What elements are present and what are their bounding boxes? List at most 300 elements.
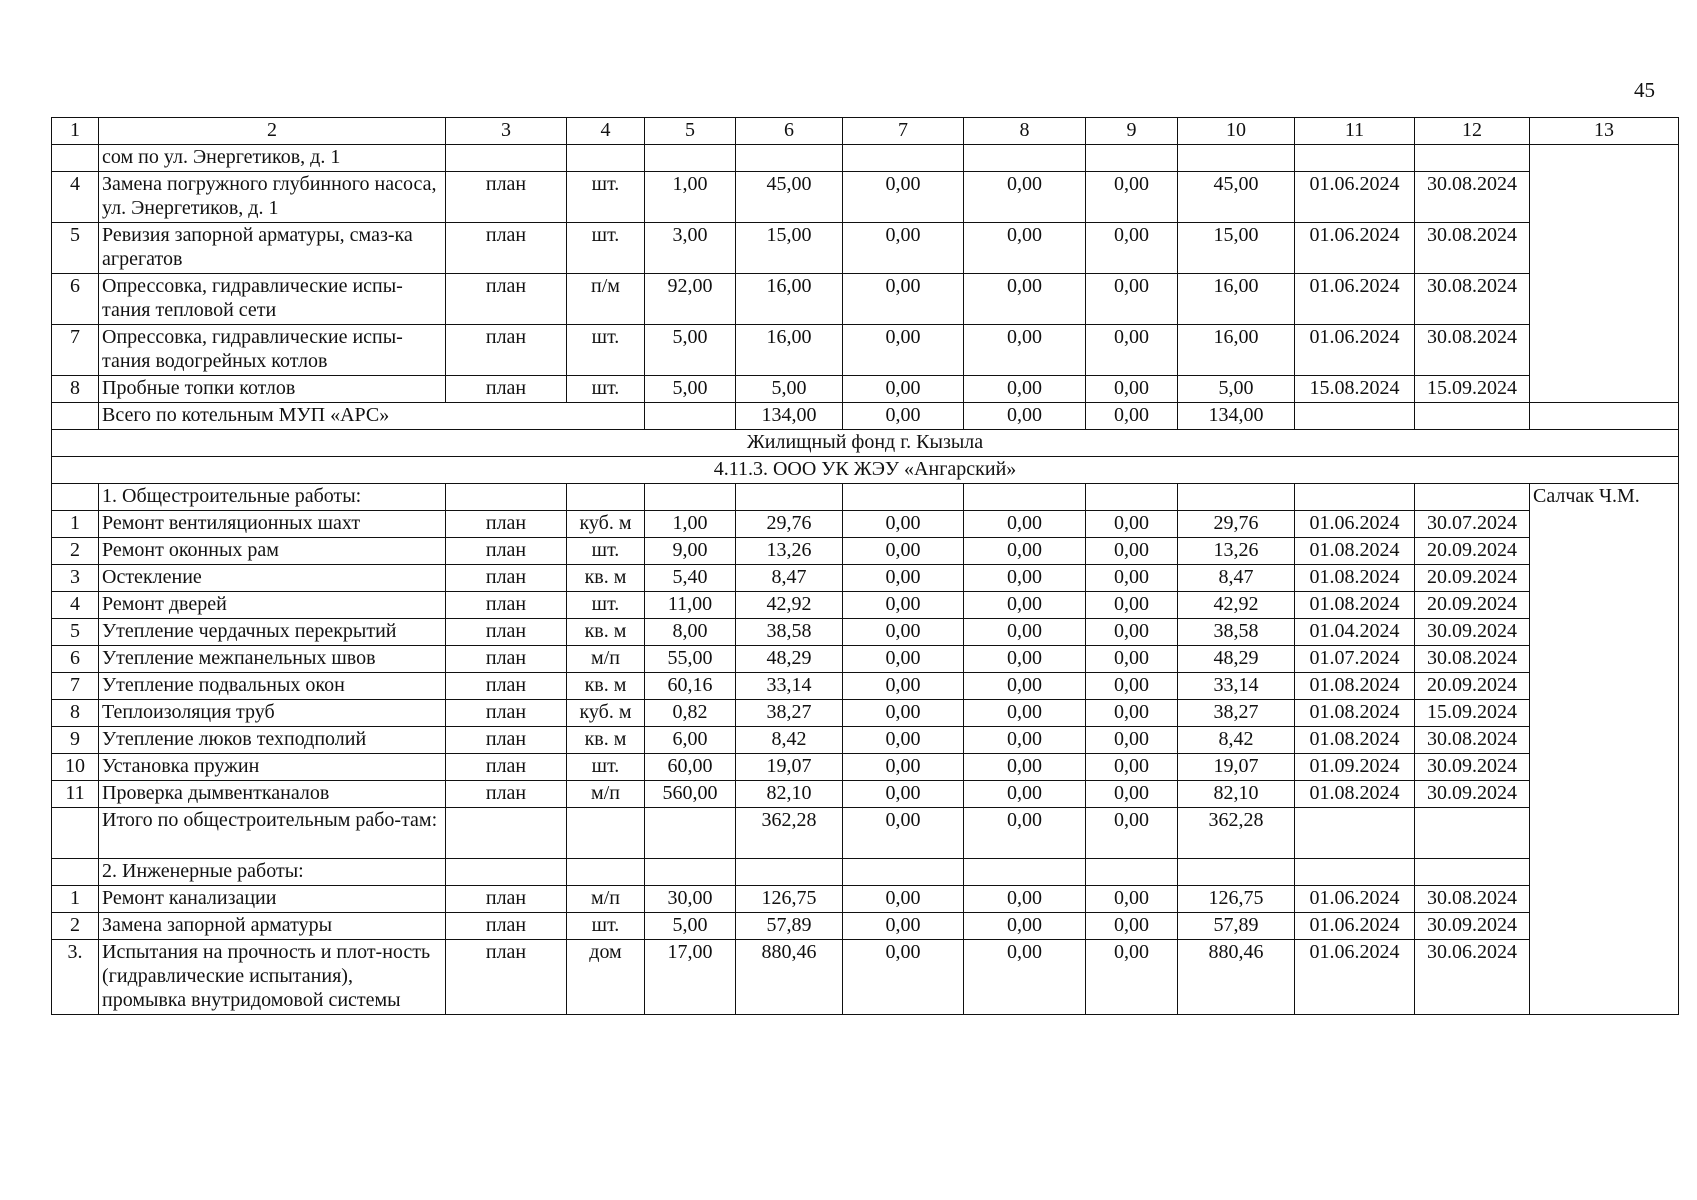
work-name: Опрессовка, гидравлические испы-тания водогрейных котлов xyxy=(99,325,446,376)
cost-col9: 0,00 xyxy=(1086,172,1178,223)
quantity: 30,00 xyxy=(645,886,736,913)
cost-total: 15,00 xyxy=(736,223,843,274)
cost-col10: 82,10 xyxy=(1178,781,1295,808)
header-cell: 7 xyxy=(843,118,964,145)
empty-cell xyxy=(1086,484,1178,511)
start-date: 01.08.2024 xyxy=(1295,592,1415,619)
quantity: 92,00 xyxy=(645,274,736,325)
cost-col9: 0,00 xyxy=(1086,754,1178,781)
row-number xyxy=(52,145,99,172)
plan-type: план xyxy=(446,619,567,646)
header-cell: 9 xyxy=(1086,118,1178,145)
responsible-person: Салчак Ч.М. xyxy=(1530,484,1679,1015)
cost-col8: 0,00 xyxy=(964,325,1086,376)
empty-cell xyxy=(446,484,567,511)
unit: шт. xyxy=(567,592,645,619)
empty-cell xyxy=(964,484,1086,511)
table-row xyxy=(52,940,1679,1015)
empty-cell xyxy=(567,859,645,886)
header-cell: 2 xyxy=(99,118,446,145)
cost-col10: 33,14 xyxy=(1178,673,1295,700)
table-body xyxy=(52,118,1679,1015)
plan-type: план xyxy=(446,538,567,565)
end-date: 20.09.2024 xyxy=(1415,673,1530,700)
cost-total: 16,00 xyxy=(736,274,843,325)
empty-cell xyxy=(1086,145,1178,172)
plan-type: план xyxy=(446,673,567,700)
empty-cell xyxy=(567,484,645,511)
cost-col10: 8,42 xyxy=(1178,727,1295,754)
plan-type: план xyxy=(446,565,567,592)
row-number: 6 xyxy=(52,646,99,673)
table-row xyxy=(52,325,1679,376)
cost-col8: 0,00 xyxy=(964,727,1086,754)
unit: шт. xyxy=(567,913,645,940)
row-number: 2 xyxy=(52,913,99,940)
end-date: 30.07.2024 xyxy=(1415,511,1530,538)
cost-col7: 0,00 xyxy=(843,325,964,376)
cost-col9: 0,00 xyxy=(1086,673,1178,700)
cost-col9: 0,00 xyxy=(1086,376,1178,403)
start-date: 01.08.2024 xyxy=(1295,565,1415,592)
unit: кв. м xyxy=(567,727,645,754)
quantity: 11,00 xyxy=(645,592,736,619)
plan-type: план xyxy=(446,727,567,754)
empty-cell xyxy=(843,145,964,172)
empty-cell xyxy=(1415,484,1530,511)
cost-col8: 0,00 xyxy=(964,700,1086,727)
plan-type: план xyxy=(446,511,567,538)
row-number: 1 xyxy=(52,511,99,538)
work-name: Ревизия запорной арматуры, смаз-ка агрегатов xyxy=(99,223,446,274)
work-name: Утепление люков техподполий xyxy=(99,727,446,754)
cost-col8: 0,00 xyxy=(964,511,1086,538)
cost-col10: 13,26 xyxy=(1178,538,1295,565)
total-row xyxy=(52,808,1679,859)
cost-total: 38,27 xyxy=(736,700,843,727)
header-cell: 10 xyxy=(1178,118,1295,145)
row-number: 8 xyxy=(52,376,99,403)
cost-col7: 0,00 xyxy=(843,172,964,223)
cost-col9: 0,00 xyxy=(1086,700,1178,727)
empty-cell xyxy=(645,403,736,430)
plan-type: план xyxy=(446,913,567,940)
end-date: 30.09.2024 xyxy=(1415,913,1530,940)
work-name: Опрессовка, гидравлические испы-тания тепловой сети xyxy=(99,274,446,325)
end-date: 30.09.2024 xyxy=(1415,781,1530,808)
quantity: 1,00 xyxy=(645,511,736,538)
plan-type: план xyxy=(446,172,567,223)
cost-col10: 42,92 xyxy=(1178,592,1295,619)
table-row xyxy=(52,619,1679,646)
cost-col7: 0,00 xyxy=(843,511,964,538)
table-row xyxy=(52,145,1679,172)
cost-total: 82,10 xyxy=(736,781,843,808)
responsible-cell xyxy=(1530,145,1679,403)
table-row xyxy=(52,700,1679,727)
cost-col7: 0,00 xyxy=(843,673,964,700)
total-value: 134,00 xyxy=(736,403,843,430)
unit: шт. xyxy=(567,376,645,403)
work-name: Ремонт оконных рам xyxy=(99,538,446,565)
cost-col8: 0,00 xyxy=(964,565,1086,592)
row-number xyxy=(52,808,99,859)
row-number: 11 xyxy=(52,781,99,808)
cost-col8: 0,00 xyxy=(964,886,1086,913)
quantity: 8,00 xyxy=(645,619,736,646)
start-date: 01.08.2024 xyxy=(1295,538,1415,565)
plan-type: план xyxy=(446,886,567,913)
plan-type: план xyxy=(446,274,567,325)
work-name: Ремонт канализации xyxy=(99,886,446,913)
end-date: 30.06.2024 xyxy=(1415,940,1530,1015)
cost-col9: 0,00 xyxy=(1086,727,1178,754)
work-name: Пробные топки котлов xyxy=(99,376,446,403)
start-date: 01.08.2024 xyxy=(1295,727,1415,754)
unit: кв. м xyxy=(567,619,645,646)
header-cell: 12 xyxy=(1415,118,1530,145)
table-row xyxy=(52,673,1679,700)
cost-col9: 0,00 xyxy=(1086,325,1178,376)
quantity: 5,00 xyxy=(645,376,736,403)
cost-col9: 0,00 xyxy=(1086,565,1178,592)
empty-cell xyxy=(1530,403,1679,430)
total-row xyxy=(52,403,1679,430)
cost-total: 42,92 xyxy=(736,592,843,619)
start-date: 01.06.2024 xyxy=(1295,172,1415,223)
cost-col10: 8,47 xyxy=(1178,565,1295,592)
empty-cell xyxy=(843,484,964,511)
quantity: 60,16 xyxy=(645,673,736,700)
cost-col7: 0,00 xyxy=(843,754,964,781)
cost-col10: 15,00 xyxy=(1178,223,1295,274)
cost-col8: 0,00 xyxy=(964,223,1086,274)
start-date: 01.04.2024 xyxy=(1295,619,1415,646)
header-cell: 5 xyxy=(645,118,736,145)
empty-cell xyxy=(1295,484,1415,511)
cost-col8: 0,00 xyxy=(964,781,1086,808)
work-name: Утепление чердачных перекрытий xyxy=(99,619,446,646)
table-row xyxy=(52,886,1679,913)
empty-cell xyxy=(567,808,645,859)
cost-col7: 0,00 xyxy=(843,886,964,913)
plan-type: план xyxy=(446,592,567,619)
table-row xyxy=(52,172,1679,223)
cost-col10: 48,29 xyxy=(1178,646,1295,673)
table-row xyxy=(52,727,1679,754)
cost-col8: 0,00 xyxy=(964,538,1086,565)
end-date: 30.08.2024 xyxy=(1415,646,1530,673)
total-value: 0,00 xyxy=(964,808,1086,859)
cost-col9: 0,00 xyxy=(1086,592,1178,619)
work-name: Замена запорной арматуры xyxy=(99,913,446,940)
cost-total: 48,29 xyxy=(736,646,843,673)
cost-col7: 0,00 xyxy=(843,940,964,1015)
cost-col9: 0,00 xyxy=(1086,511,1178,538)
quantity: 1,00 xyxy=(645,172,736,223)
section-row xyxy=(52,457,1679,484)
cost-col9: 0,00 xyxy=(1086,223,1178,274)
section-title: 4.11.3. ООО УК ЖЭУ «Ангарский» xyxy=(52,457,1679,484)
total-value: 0,00 xyxy=(843,808,964,859)
start-date: 01.06.2024 xyxy=(1295,223,1415,274)
unit: шт. xyxy=(567,754,645,781)
cost-col8: 0,00 xyxy=(964,673,1086,700)
row-number: 10 xyxy=(52,754,99,781)
plan-type: план xyxy=(446,754,567,781)
start-date: 01.08.2024 xyxy=(1295,673,1415,700)
total-value: 362,28 xyxy=(1178,808,1295,859)
plan-type: план xyxy=(446,781,567,808)
empty-cell xyxy=(1295,859,1415,886)
start-date: 01.06.2024 xyxy=(1295,511,1415,538)
row-number: 3. xyxy=(52,940,99,1015)
empty-cell xyxy=(964,859,1086,886)
unit: куб. м xyxy=(567,700,645,727)
empty-cell xyxy=(446,808,567,859)
unit: м/п xyxy=(567,646,645,673)
cost-total: 13,26 xyxy=(736,538,843,565)
row-number: 7 xyxy=(52,325,99,376)
row-number: 7 xyxy=(52,673,99,700)
end-date: 20.09.2024 xyxy=(1415,592,1530,619)
cost-total: 45,00 xyxy=(736,172,843,223)
cost-col10: 29,76 xyxy=(1178,511,1295,538)
table-row xyxy=(52,754,1679,781)
group-title: 1. Общестроительные работы: xyxy=(99,484,446,511)
cost-col9: 0,00 xyxy=(1086,274,1178,325)
header-cell: 4 xyxy=(567,118,645,145)
group-title-row xyxy=(52,859,1679,886)
start-date: 01.06.2024 xyxy=(1295,325,1415,376)
work-name: Утепление межпанельных швов xyxy=(99,646,446,673)
start-date: 01.09.2024 xyxy=(1295,754,1415,781)
table-row xyxy=(52,781,1679,808)
cost-col7: 0,00 xyxy=(843,223,964,274)
work-name: Теплоизоляция труб xyxy=(99,700,446,727)
empty-cell xyxy=(645,145,736,172)
row-number: 5 xyxy=(52,223,99,274)
row-number: 4 xyxy=(52,172,99,223)
empty-cell xyxy=(645,859,736,886)
unit: м/п xyxy=(567,781,645,808)
work-name: Утепление подвальных окон xyxy=(99,673,446,700)
quantity: 5,00 xyxy=(645,913,736,940)
row-number: 6 xyxy=(52,274,99,325)
work-plan-table xyxy=(51,117,1679,1015)
cost-col9: 0,00 xyxy=(1086,646,1178,673)
cost-col8: 0,00 xyxy=(964,646,1086,673)
cost-total: 33,14 xyxy=(736,673,843,700)
cost-col8: 0,00 xyxy=(964,592,1086,619)
cost-total: 29,76 xyxy=(736,511,843,538)
unit: шт. xyxy=(567,538,645,565)
cost-col7: 0,00 xyxy=(843,646,964,673)
group-title-row xyxy=(52,484,1679,511)
empty-cell xyxy=(567,145,645,172)
cost-col10: 880,46 xyxy=(1178,940,1295,1015)
empty-cell xyxy=(843,859,964,886)
cost-col7: 0,00 xyxy=(843,592,964,619)
cost-col7: 0,00 xyxy=(843,274,964,325)
empty-cell xyxy=(1178,145,1295,172)
unit: шт. xyxy=(567,172,645,223)
row-number: 2 xyxy=(52,538,99,565)
end-date: 30.08.2024 xyxy=(1415,223,1530,274)
empty-cell xyxy=(645,484,736,511)
empty-cell xyxy=(1415,145,1530,172)
cost-total: 880,46 xyxy=(736,940,843,1015)
page-number: 45 xyxy=(1634,78,1655,102)
empty-cell xyxy=(736,484,843,511)
cost-col7: 0,00 xyxy=(843,727,964,754)
cost-total: 126,75 xyxy=(736,886,843,913)
empty-cell xyxy=(1295,808,1415,859)
end-date: 15.09.2024 xyxy=(1415,376,1530,403)
total-value: 0,00 xyxy=(1086,403,1178,430)
cost-col10: 38,27 xyxy=(1178,700,1295,727)
quantity: 55,00 xyxy=(645,646,736,673)
cost-col10: 16,00 xyxy=(1178,325,1295,376)
row-number: 5 xyxy=(52,619,99,646)
cost-col7: 0,00 xyxy=(843,913,964,940)
cost-col10: 19,07 xyxy=(1178,754,1295,781)
cost-col8: 0,00 xyxy=(964,376,1086,403)
end-date: 30.08.2024 xyxy=(1415,325,1530,376)
start-date: 01.06.2024 xyxy=(1295,886,1415,913)
empty-cell xyxy=(964,145,1086,172)
plan-type: план xyxy=(446,223,567,274)
empty-cell xyxy=(1178,484,1295,511)
cost-col9: 0,00 xyxy=(1086,913,1178,940)
unit: куб. м xyxy=(567,511,645,538)
cost-col10: 57,89 xyxy=(1178,913,1295,940)
cost-col7: 0,00 xyxy=(843,700,964,727)
unit: м/п xyxy=(567,886,645,913)
cost-col7: 0,00 xyxy=(843,538,964,565)
empty-cell xyxy=(1415,859,1530,886)
unit: кв. м xyxy=(567,673,645,700)
empty-cell xyxy=(446,145,567,172)
empty-cell xyxy=(1415,403,1530,430)
cost-total: 8,47 xyxy=(736,565,843,592)
quantity: 5,40 xyxy=(645,565,736,592)
cost-col7: 0,00 xyxy=(843,376,964,403)
plan-type: план xyxy=(446,325,567,376)
empty-cell xyxy=(1295,145,1415,172)
start-date: 01.08.2024 xyxy=(1295,781,1415,808)
cost-col10: 16,00 xyxy=(1178,274,1295,325)
empty-cell xyxy=(1178,859,1295,886)
cost-col8: 0,00 xyxy=(964,619,1086,646)
cost-col10: 45,00 xyxy=(1178,172,1295,223)
end-date: 30.09.2024 xyxy=(1415,619,1530,646)
plan-type: план xyxy=(446,940,567,1015)
total-value: 134,00 xyxy=(1178,403,1295,430)
start-date: 15.08.2024 xyxy=(1295,376,1415,403)
cost-col7: 0,00 xyxy=(843,781,964,808)
row-number: 9 xyxy=(52,727,99,754)
end-date: 30.08.2024 xyxy=(1415,727,1530,754)
cost-total: 57,89 xyxy=(736,913,843,940)
cost-col8: 0,00 xyxy=(964,913,1086,940)
row-number: 1 xyxy=(52,886,99,913)
header-cell: 6 xyxy=(736,118,843,145)
table-row xyxy=(52,376,1679,403)
table-row xyxy=(52,511,1679,538)
work-name: Проверка дымвентканалов xyxy=(99,781,446,808)
cost-total: 8,42 xyxy=(736,727,843,754)
cost-col8: 0,00 xyxy=(964,172,1086,223)
empty-cell xyxy=(736,859,843,886)
header-row xyxy=(52,118,1679,145)
work-name: сом по ул. Энергетиков, д. 1 xyxy=(99,145,446,172)
total-value: 0,00 xyxy=(843,403,964,430)
end-date: 30.09.2024 xyxy=(1415,754,1530,781)
header-cell: 13 xyxy=(1530,118,1679,145)
end-date: 30.08.2024 xyxy=(1415,172,1530,223)
total-value: 0,00 xyxy=(1086,808,1178,859)
plan-type: план xyxy=(446,646,567,673)
unit: кв. м xyxy=(567,565,645,592)
end-date: 20.09.2024 xyxy=(1415,565,1530,592)
quantity: 9,00 xyxy=(645,538,736,565)
empty-cell xyxy=(1086,859,1178,886)
table-row xyxy=(52,538,1679,565)
row-number xyxy=(52,484,99,511)
empty-cell xyxy=(446,859,567,886)
end-date: 30.08.2024 xyxy=(1415,886,1530,913)
quantity: 0,82 xyxy=(645,700,736,727)
quantity: 3,00 xyxy=(645,223,736,274)
row-number: 4 xyxy=(52,592,99,619)
header-cell: 3 xyxy=(446,118,567,145)
cost-col8: 0,00 xyxy=(964,754,1086,781)
unit: шт. xyxy=(567,325,645,376)
row-number xyxy=(52,403,99,430)
cost-total: 5,00 xyxy=(736,376,843,403)
cost-col10: 38,58 xyxy=(1178,619,1295,646)
header-cell: 11 xyxy=(1295,118,1415,145)
group-title: 2. Инженерные работы: xyxy=(99,859,446,886)
start-date: 01.08.2024 xyxy=(1295,700,1415,727)
row-number xyxy=(52,859,99,886)
work-name: Ремонт дверей xyxy=(99,592,446,619)
table-row xyxy=(52,913,1679,940)
cost-col7: 0,00 xyxy=(843,565,964,592)
row-number: 8 xyxy=(52,700,99,727)
start-date: 01.06.2024 xyxy=(1295,274,1415,325)
work-name: Остекление xyxy=(99,565,446,592)
start-date: 01.06.2024 xyxy=(1295,913,1415,940)
cost-col9: 0,00 xyxy=(1086,781,1178,808)
start-date: 01.06.2024 xyxy=(1295,940,1415,1015)
work-name: Ремонт вентиляционных шахт xyxy=(99,511,446,538)
unit: шт. xyxy=(567,223,645,274)
end-date: 30.08.2024 xyxy=(1415,274,1530,325)
cost-col10: 5,00 xyxy=(1178,376,1295,403)
total-label: Всего по котельным МУП «АРС» xyxy=(99,403,645,430)
total-value: 362,28 xyxy=(736,808,843,859)
unit: дом xyxy=(567,940,645,1015)
row-number: 3 xyxy=(52,565,99,592)
section-title: Жилищный фонд г. Кызыла xyxy=(52,430,1679,457)
quantity: 5,00 xyxy=(645,325,736,376)
cost-total: 38,58 xyxy=(736,619,843,646)
table-row xyxy=(52,646,1679,673)
cost-total: 16,00 xyxy=(736,325,843,376)
empty-cell xyxy=(645,808,736,859)
